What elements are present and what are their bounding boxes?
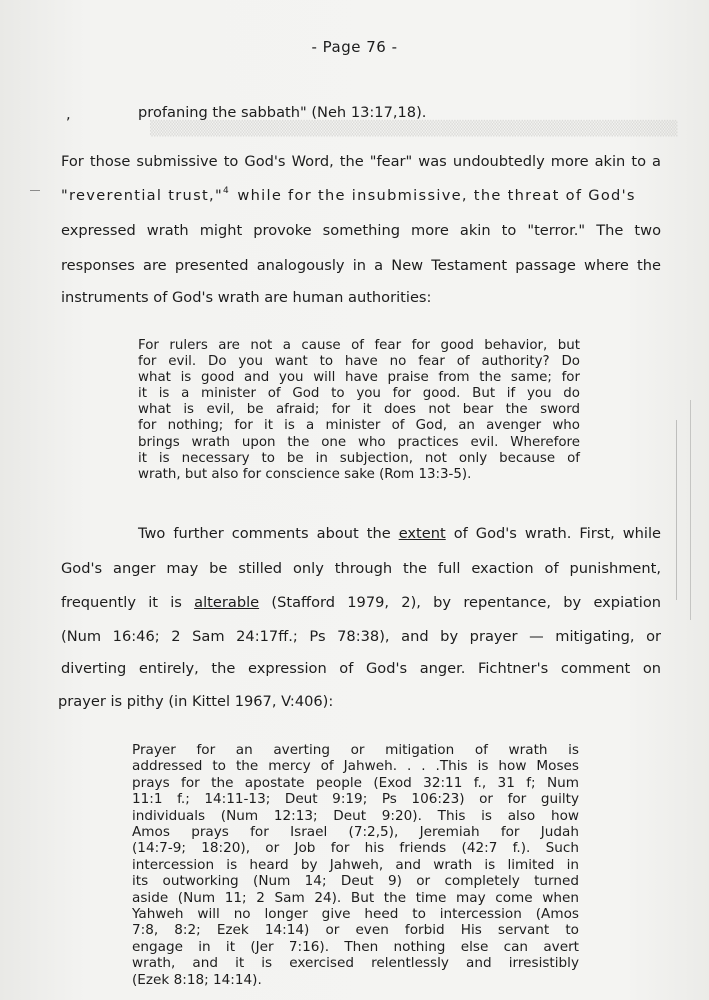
quote-romans [138,338,580,483]
intro-line: profaning the sabbath" (Neh 13:17,18). [138,104,427,121]
page-number: - Page 76 - [311,38,398,56]
quote-line: it is necessary to be in subjection, not only because of [138,450,580,466]
extent-line-6: prayer is pithy (in Kittel 1967, V:406): [58,693,334,710]
extent-line-2: God's anger may be stilled only through the full exaction of punishment, [61,560,661,577]
quote-line: its outworking (Num 14; Deut 9) or completely turned [132,873,579,890]
fear-line-2-rest: while for the insubmissive, the threat of God's [237,187,636,204]
quote-line: (Ezek 8:18; 14:14). [132,971,262,988]
extent-line-1-end: of God's wrath. First, while [453,525,662,542]
extent-line-1-start: Two further comments about the [138,525,391,542]
quote-line: engage in it (Jer 7:16). Then nothing else can avert [132,938,579,955]
quote-line: 7:8, 8:2; Ezek 14:14) or even forbid His servant to [132,922,579,939]
quote-line: addressed to the mercy of Jahweh. . . .This is how Moses [132,758,579,775]
quote-fichtner [132,742,579,988]
quote-line: intercession is heard by Jahweh, and wrath is limited in [132,856,579,873]
scan-artifact [690,400,691,620]
scan-artifact [676,420,677,600]
footnote-ref: 4 [222,186,229,196]
extent-line-3-end: (Stafford 1979, 2), by repentance, by expiation [271,594,662,611]
quote-line: (14:7-9; 18:20), or Job for his friends (42:7 f.). Such [132,840,579,857]
quote-line: for nothing; for it is a minister of God, an avenger who [138,418,580,434]
fear-line-2 [61,186,661,204]
show-through-texture: ▒▒▒▒▒▒▒▒▒▒▒▒▒▒▒▒▒▒▒▒▒▒▒▒▒▒▒▒▒▒▒▒▒▒▒▒▒▒▒▒▒▒▒▒▒▒▒▒▒ [150,121,678,137]
quote-line: what is good and you will have praise from the same; for [138,370,580,386]
alterable-underlined: alterable [194,594,260,611]
fear-line-5: instruments of God's wrath are human authorities: [61,289,432,306]
fear-line-3: expressed wrath might provoke something more akin to "terror." The two [61,222,661,239]
quote-line: wrath, and it is exercised relentlessly and irresistibly [132,955,579,972]
quote-line: Prayer for an averting or mitigation of wrath is [132,742,579,758]
extent-underlined: extent [398,525,446,542]
quote-line: Amos prays for Israel (7:2,5), Jeremiah for Judah [132,824,579,841]
quote-line: For rulers are not a cause of fear for good behavior, but [138,338,580,353]
reverential-trust-text: "reverential trust," [61,187,223,204]
extent-line-3-start: frequently it is [61,594,182,611]
quote-line: brings wrath upon the one who practices evil. Wherefore [138,434,580,450]
fear-line-1: For those submissive to God's Word, the "fear" was undoubtedly more akin to a [61,153,661,170]
quote-line: prays for the apostate people (Exod 32:11 f., 31 f; Num [132,774,579,791]
quote-line: for evil. Do you want to have no fear of authority? Do [138,354,580,370]
extent-line-5: diverting entirely, the expression of God's anger. Fichtner's comment on [61,660,661,677]
quote-line: aside (Num 11; 2 Sam 24). But the time may come when [132,889,579,906]
fear-line-4: responses are presented analogously in a New Testament passage where the [61,257,661,274]
quote-line: what is evil, be afraid; for it does not bear the sword [138,402,580,418]
extent-line-1 [138,525,661,542]
quote-line: Yahweh will no longer give heed to intercession (Amos [132,906,579,923]
scan-artifact [30,190,40,191]
extent-line-3 [61,594,661,611]
quote-line: it is a minister of God to you for good. But if you do [138,386,580,402]
stray-mark: , [66,106,71,123]
quote-line: wrath, but also for conscience sake (Rom 13:3-5). [138,466,472,482]
quote-line: 11:1 f.; 14:11-13; Deut 9:19; Ps 106:23) or for guilty [132,791,579,808]
quote-line: individuals (Num 12:13; Deut 9:20). This is also how [132,807,579,824]
extent-line-4: (Num 16:46; 2 Sam 24:17ff.; Ps 78:38), and by prayer — mitigating, or [61,628,661,645]
